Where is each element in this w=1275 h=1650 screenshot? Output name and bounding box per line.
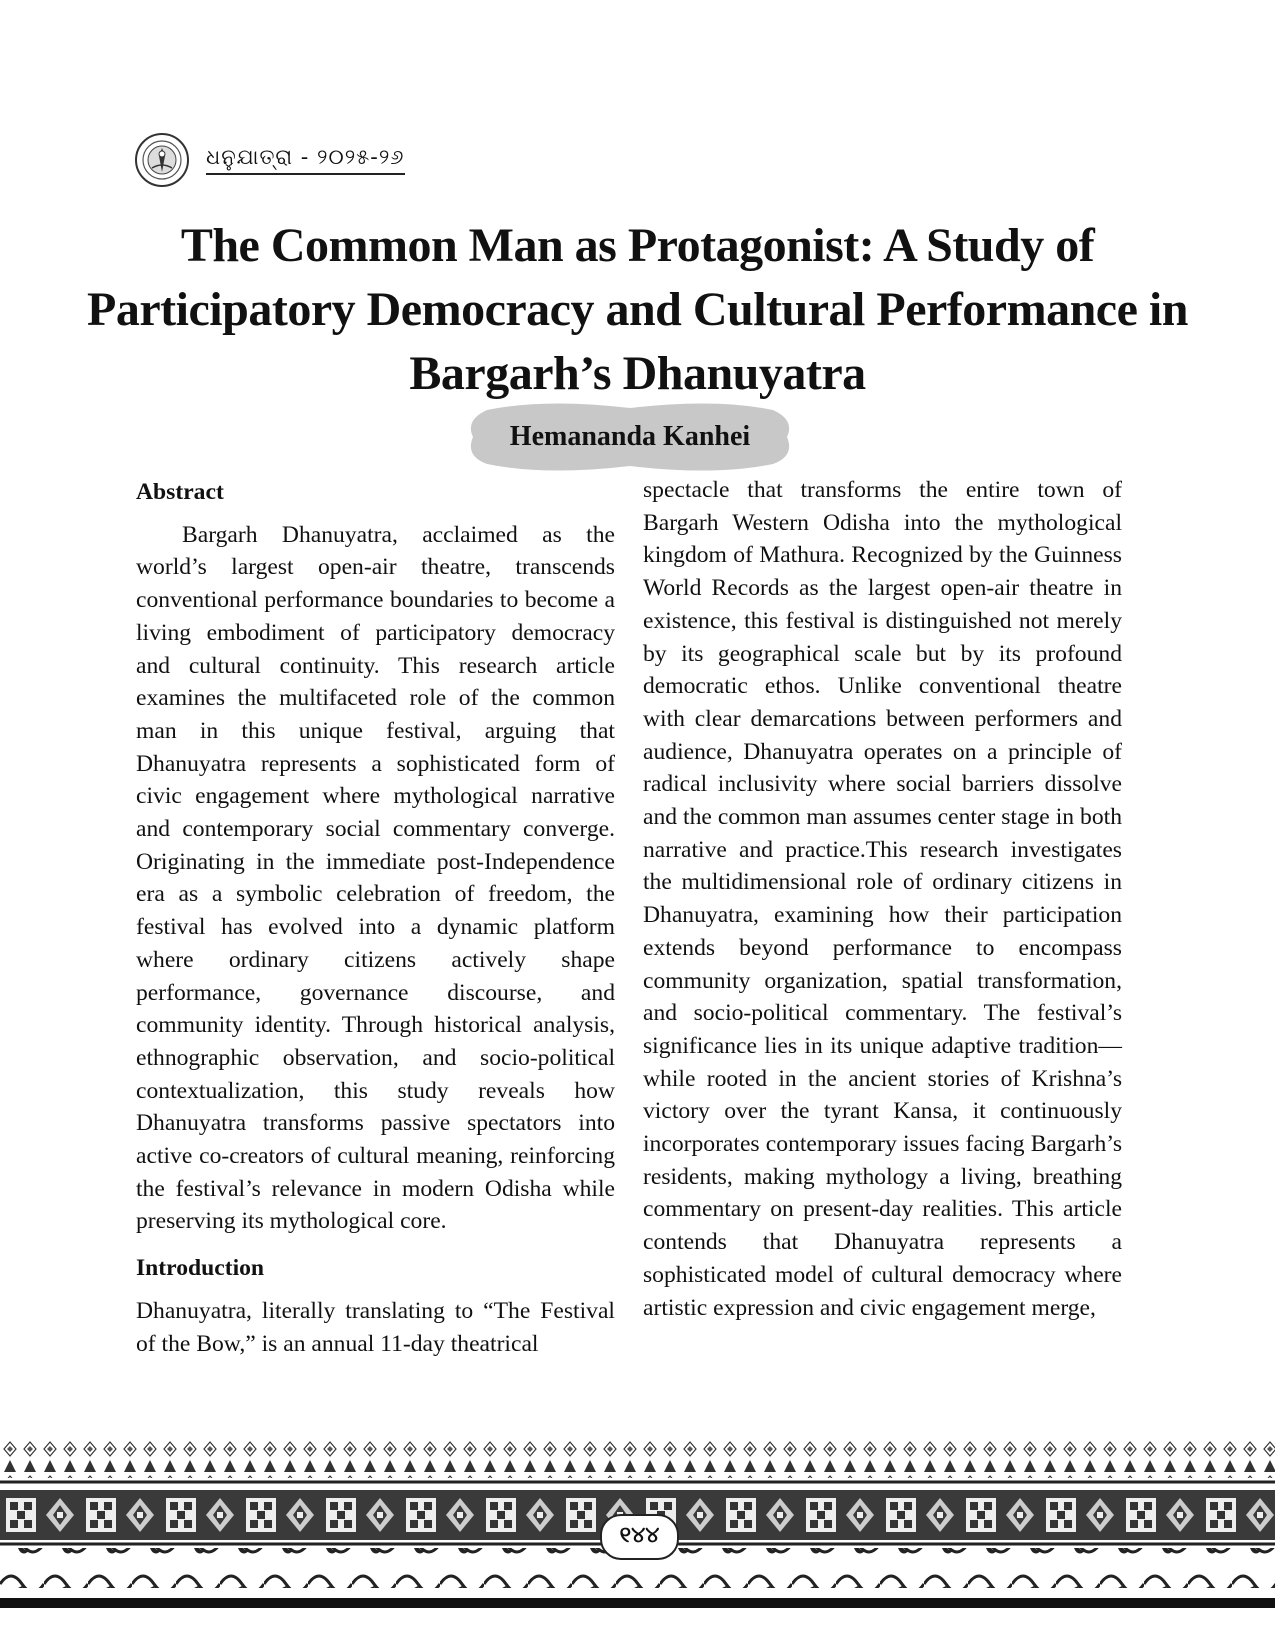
journal-header: [134, 132, 405, 188]
journal-name: ଧନୁଯାତ୍ରା - ୨୦୨୫-୨୬: [206, 145, 405, 175]
page-number: ୧୪୪: [600, 1514, 679, 1560]
abstract-text: Bargarh Dhanuyatra, acclaimed as the world’s largest open-air theatre, transcends conventional performance boundaries to become a living embodiment of participatory democracy and cultural continuity. This research article examines the multifaceted role of the common man in this unique festival, arguing that Dhanuyatra represents a sophisticated form of civic engagement where mythological narrative and contemporary social commentary converge. Originating in the immediate post-Independence era as a symbolic celebration of freedom, the festival has evolved into a dynamic platform where ordinary citizens actively shape performance, governance discourse, and community identity. Through historical analysis, ethnographic observation, and socio-political contextualization, this study reveals how Dhanuyatra transforms passive spectators into active co-creators of cultural meaning, reinforcing the festival’s relevance in modern Odisha while preserving its mythological core.: [136, 521, 615, 1235]
introduction-heading: Introduction: [136, 1255, 265, 1282]
right-column: [643, 474, 1122, 1324]
university-seal-icon: [134, 132, 190, 188]
introduction-text-continued: spectacle that transforms the entire town of Bargarh Western Odisha into the mythological kingdom of Mathura. Recognized by the Guinness World Records as the largest open-air theatre in existence, this festival is distinguished not merely by its geographical scale but by its profound democratic ethos. Unlike conventional theatre with clear demarcations between performers and audience, Dhanuyatra operates on a principle of radical inclusivity where social barriers dissolve and the common man assumes center stage in both narrative and practice.This research investigates the multidimensional role of ordinary citizens in Dhanuyatra, examining how their participation extends beyond performance to encompass community organization, spatial transformation, and socio-political commentary. The festival’s significance lies in its unique adaptive tradition—while rooted in the ancient stories of Krishna’s victory over the tyrant Kansa, it continuously incorporates contemporary issues facing Bargarh’s residents, making mythology a living, breathing commentary on present-day realities. This article contends that Dhanuyatra represents a sophisticated model of cultural democracy where artistic expression and civic engagement merge,: [643, 477, 1122, 1321]
abstract-heading: Abstract: [136, 479, 224, 505]
left-column: [136, 476, 615, 1360]
author-banner: [465, 400, 795, 474]
introduction-text-start: Dhanuyatra, literally translating to “The Festival of the Bow,” is an annual 11-day theatrical: [136, 1297, 615, 1357]
author-name: Hemananda Kanhei: [509, 421, 751, 452]
article-title: The Common Man as Protagonist: A Study of Participatory Democracy and Cultural Performance in Bargarh’s Dhanuyatra: [87, 219, 1188, 400]
